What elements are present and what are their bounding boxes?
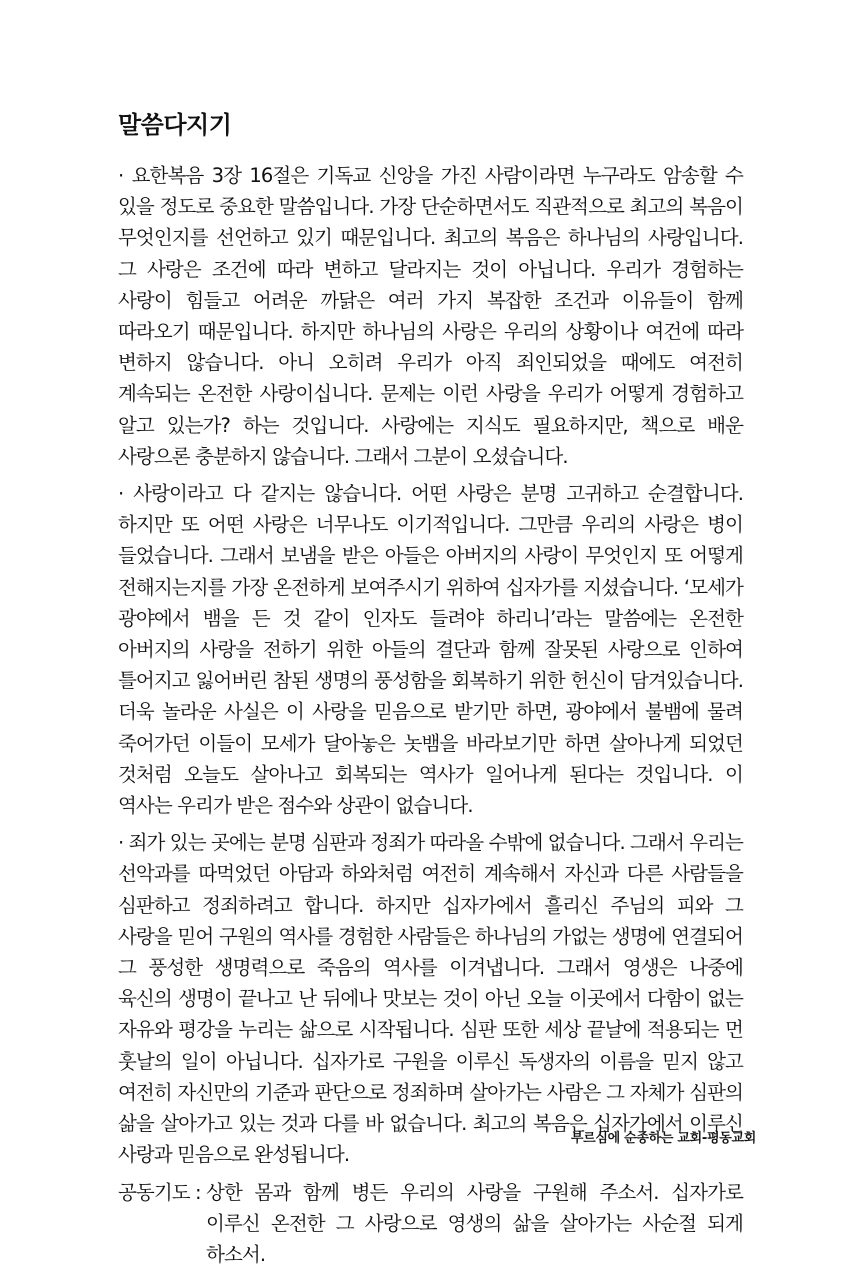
page-content [118,108,743,1270]
prayer-text: 상한 몸과 함께 병든 우리의 사랑을 구원해 주소서. 십자가로 이루신 온전한 그 사랑으로 영생의 삶을 살아가는 사순절 되게 하소서. [206,1177,743,1270]
prayer-label: 공동기도 : [118,1177,206,1270]
paragraph-3: · 죄가 있는 곳에는 분명 심판과 정죄가 따라올 수밖에 없습니다. 그래서 우리는 선악과를 따먹었던 아담과 하와처럼 여전히 계속해서 자신과 다른 사람들을 심판하고 정죄하려고 합니다. 하지만 십자가에서 흘리신 주님의 피와 그 사랑을 믿어 구원의 역사를 경험한 사람들은 하나님의 가없는 생명에 연결되어 그 풍성한 생명력으로 죽음의 역사를 이겨냅니다. 그래서 영생은 나중에 육신의 생명이 끝나고 난 뒤에나 맛보는 것이 아닌 오늘 이곳에서 다함이 없는 자유와 평강을 누리는 삶으로 시작됩니다. 심판 또한 세상 끝날에 적용되는 먼 훗날의 일이 아닙니다. 십자가로 구원을 이루신 독생자의 이름을 믿지 않고 여전히 자신만의 기준과 판단으로 정죄하며 살아가는 사람은 그 자체가 심판의 삶을 살아가고 있는 것과 다를 바 없습니다. 최고의 복음은 십자가에서 이루신 사랑과 믿음으로 완성됩니다. [118,827,743,1170]
paragraph-1: · 요한복음 3장 16절은 기독교 신앙을 가진 사람이라면 누구라도 암송할 수 있을 정도로 중요한 말씀입니다. 가장 단순하면서도 직관적으로 최고의 복음이 무엇인지를 선언하고 있기 때문입니다. 최고의 복음은 하나님의 사랑입니다. 그 사랑은 조건에 따라 변하고 달라지는 것이 아닙니다. 우리가 경험하는 사랑이 힘들고 어려운 까닭은 여러 가지 복잡한 조건과 이유들이 함께 따라오기 때문입니다. 하지만 하나님의 사랑은 우리의 상황이나 여건에 따라 변하지 않습니다. 아니 오히려 우리가 아직 죄인되었을 때에도 여전히 계속되는 온전한 사랑이십니다. 문제는 이런 사랑을 우리가 어떻게 경험하고 알고 있는가? 하는 것입니다. 사랑에는 지식도 필요하지만, 책으로 배운 사랑으론 충분하지 않습니다. 그래서 그분이 오셨습니다. [118,160,743,472]
footer-church-name: 부르심에 순종하는 교회-평동교회 [571,1127,756,1146]
paragraph-2: · 사랑이라고 다 같지는 않습니다. 어떤 사랑은 분명 고귀하고 순결합니다. 하지만 또 어떤 사랑은 너무나도 이기적입니다. 그만큼 우리의 사랑은 병이 들었습니다. 그래서 보냄을 받은 아들은 아버지의 사랑이 무엇인지 또 어떻게 전해지는지를 가장 온전하게 보여주시기 위하여 십자가를 지셨습니다. ‘모세가 광야에서 뱀을 든 것 같이 인자도 들려야 하리니’라는 말씀에는 온전한 아버지의 사랑을 전하기 위한 아들의 결단과 함께 잘못된 사랑으로 인하여 틀어지고 잃어버린 참된 생명의 풍성함을 회복하기 위한 헌신이 담겨있습니다. 더욱 놀라운 사실은 이 사랑을 믿음으로 받기만 하면, 광야에서 불뱀에 물려 죽어가던 이들이 모세가 달아놓은 놋뱀을 바라보기만 하면 살아나게 되었던 것처럼 오늘도 살아나고 회복되는 역사가 일어나게 된다는 것입니다. 이 역사는 우리가 받은 점수와 상관이 없습니다. [118,478,743,821]
section-title: 말씀다지기 [118,108,743,142]
common-prayer [118,1177,743,1270]
